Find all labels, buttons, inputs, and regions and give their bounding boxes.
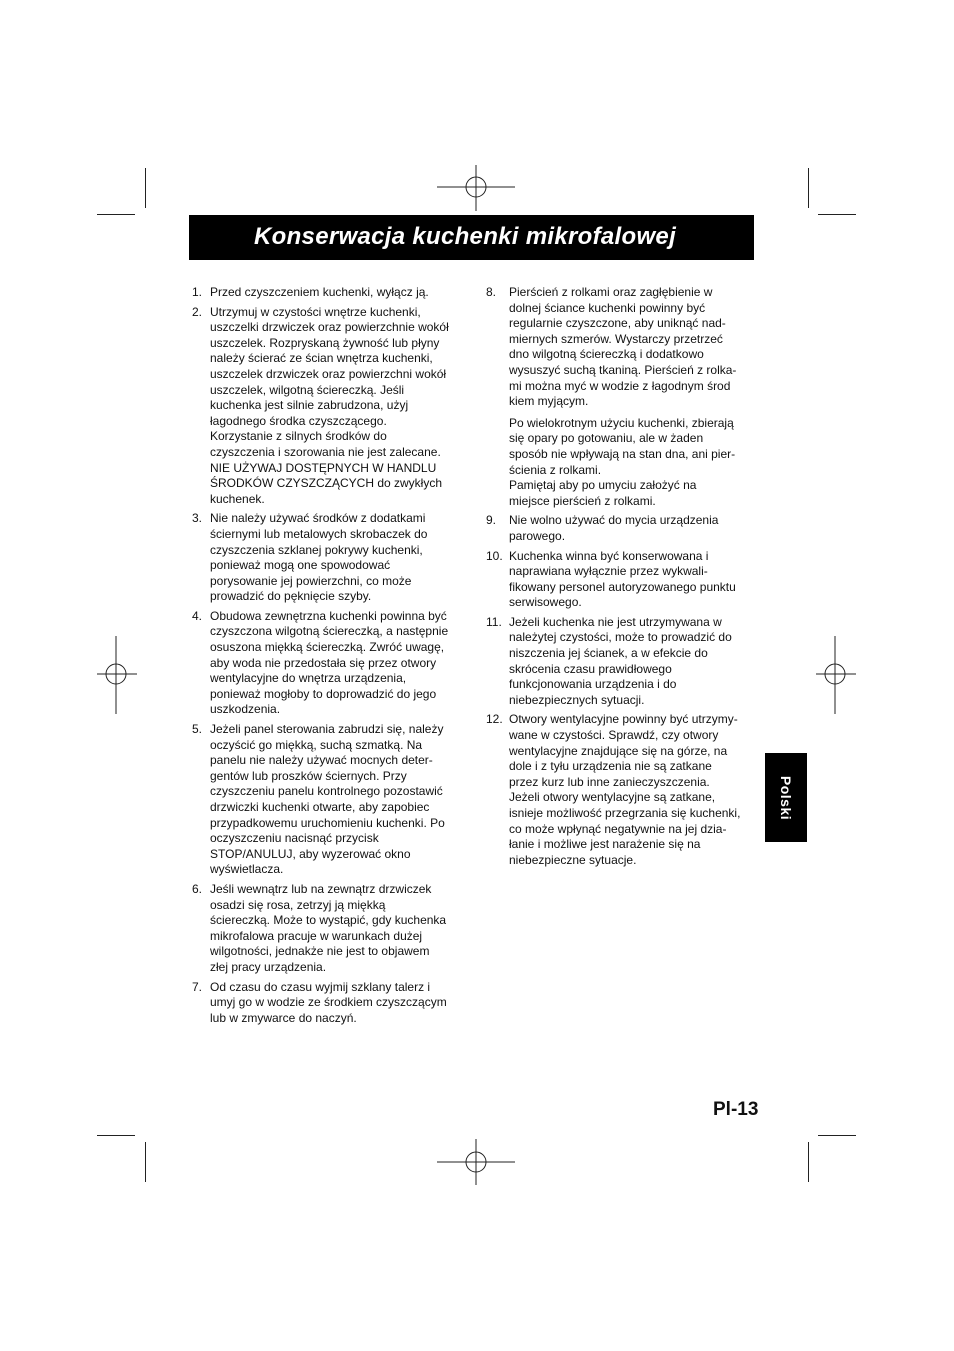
list-item-number: 9.: [486, 513, 497, 528]
list-item-number: 3.: [192, 511, 203, 526]
list-item-text: Nie należy używać środków z dodatkami ściernymi lub metalowych skrobaczek do czyszczenia szklanej pokrywy kuchenki, ponieważ mogą one spowodować porysowanie jej powierzchni, co może prowadzić do pęknięcie szyby.: [210, 511, 428, 604]
list-item-number: 6.: [192, 881, 203, 896]
list-item-number: 7.: [192, 979, 203, 994]
list-item: [189, 722, 461, 878]
list-item: [189, 980, 461, 1027]
list-item-number: 8.: [486, 285, 497, 299]
crop-mark: [145, 168, 146, 208]
list-item-text: Jeżeli kuchenka nie jest utrzymywana w należytej czystości, może to prowadzić do niszczenia jej ścianek, a w efekcie do skrócenia czasu prawidłowego funkcjonowania urządzenia i do niebezpiecznych sytuacji.: [509, 614, 732, 707]
page-title: Konserwacja kuchenki mikrofalowej: [254, 223, 677, 250]
crop-mark: [818, 1135, 856, 1136]
list-item-number: 12.: [486, 712, 503, 727]
list-item-number: 5.: [192, 722, 203, 737]
list-item: [189, 511, 461, 605]
title-bar: [189, 215, 754, 260]
registration-mark-icon: [97, 636, 137, 714]
list-item-text: Jeśli wewnątrz lub na zewnątrz drzwiczek osadzi się rosa, zetrzyj ją miękką ściereczką. Może to wystąpić, gdy kuchenka mikrofalowa pracuje w warunkach dużej wilgotności, jednakże nie jest to objawem złej pracy urządzenia.: [210, 881, 447, 974]
list-item-text: Od czasu do czasu wyjmij szklany talerz i umyj go w wodzie ze środkiem czyszczącym lub w zmywarce do naczyń.: [210, 979, 447, 1025]
list-item-text: Pierścień z rolkami oraz zagłębienie w dolnej ściance kuchenki powinny być regularnie czyszczone, aby uniknąć nad- miernych szmerów. Wystarczy przetrzeć dno wilgotną ściereczką i dodatkowo wysuszyć suchą tkaniną. Pierścień z rolka- mi można myć w wodzie z łagodnym środ kiem myjącym.: [509, 285, 737, 409]
list-item-number: 10.: [486, 548, 503, 563]
right-column: [484, 285, 752, 872]
list-item: [189, 882, 461, 976]
language-tab: [765, 753, 807, 842]
list-item-text: Obudowa zewnętrzna kuchenki powinna być czyszczona wilgotną ściereczką, a następnie osuszona miękką ściereczką. Zwróć uwagę, aby woda nie przedostała się przez otwory wentylacyjne do wnętrza urządzenia, ponieważ mogłoby to doprowadzić do jego uszkodzenia.: [210, 608, 449, 717]
list-item-text: Otwory wentylacyjne powinny być utrzymy- wane w czystości. Sprawdź, czy otwory wentylacyjne znajdujące się na górze, na dole i z tyłu urządzenia nie są zatkane przez kurz lub inne zanieczyszczenia. Jeżeli otwory wentylacyjne są zatkane, isnieje możliwość przegrzania się kuchenki, co może wpłynąć negatywnie na jej dzia- łanie i możliwe jest narażenie się na niebezpieczne sytuacje.: [509, 712, 741, 867]
list-item-text: Po wielokrotnym użyciu kuchenki, zbierają się opary po gotowaniu, ale w żaden sposób nie wpływają na stan dna, ani pier- ścienia z rolkami. Pamiętaj aby po umyciu założyć na miejsce pierścień z rolkami.: [509, 415, 736, 508]
list-item-text: Kuchenka winna być konserwowana i naprawiana wyłącznie przez wykwali- fikowany personel autoryzowanego punktu serwisowego.: [509, 548, 736, 610]
page-number: Pl-13: [713, 1099, 759, 1120]
left-column: [189, 285, 461, 1030]
list-item: [484, 549, 752, 611]
list-item-text: Nie wolno używać do mycia urządzenia parowego.: [509, 513, 719, 543]
crop-mark: [97, 1135, 135, 1136]
list-item: [189, 609, 461, 718]
crop-mark: [818, 214, 856, 215]
registration-mark-icon: [437, 165, 515, 211]
registration-mark-icon: [437, 1139, 515, 1185]
language-tab-label: Polski: [778, 775, 794, 820]
list-item: [484, 712, 752, 868]
list-item: [189, 285, 461, 301]
crop-mark: [808, 168, 809, 208]
crop-mark: [145, 1142, 146, 1182]
list-item-text: Przed czyszczeniem kuchenki, wyłącz ją.: [210, 285, 429, 299]
list-item: [484, 285, 752, 509]
crop-mark: [97, 214, 135, 215]
list-item: [189, 305, 461, 508]
list-item-text: Utrzymuj w czystości wnętrze kuchenki, uszczelki drzwiczek oraz powierzchnie wokół uszczelek. Rozpryskaną żywność lub płyny należy ścierać ze ścian wnętrza kuchenki, uszczelek drzwiczek oraz powierzchni wokół uszczelek, wilgotną ściereczką. Jeśli kuchenka jest silnie zabrudzona, użyj łagodnego środka czyszczącego. Korzystanie z silnych środków do czyszczenia i szorowania nie jest zalecane. NIE UŻYWAJ DOSTĘPNYCH W HANDLU ŚRODKÓW CZYSZCZĄCYCH do zwykłych kuchenek.: [210, 304, 449, 506]
list-item: [484, 615, 752, 709]
registration-mark-icon: [816, 636, 856, 714]
list-item: [484, 513, 752, 544]
list-item-number: 4.: [192, 608, 203, 623]
list-item-number: 2.: [192, 304, 203, 319]
crop-mark: [808, 1142, 809, 1182]
list-item-number: 11.: [486, 614, 502, 629]
list-item-text: Jeżeli panel sterowania zabrudzi się, należy oczyścić go miękką, suchą szmatką. Na panelu nie należy używać mocnych deter- gentów lub proszków ściernych. Przy czyszczeniu panelu kontrolnego pozostawić drzwiczki kuchenki otwarte, aby zapobiec przypadkowemu uruchomieniu kuchenki. Po oczyszczeniu nacisnąć przycisk STOP/ANULUJ, aby wyzerować okno wyświetlacza.: [210, 722, 445, 877]
list-item-number: 1.: [192, 285, 203, 299]
